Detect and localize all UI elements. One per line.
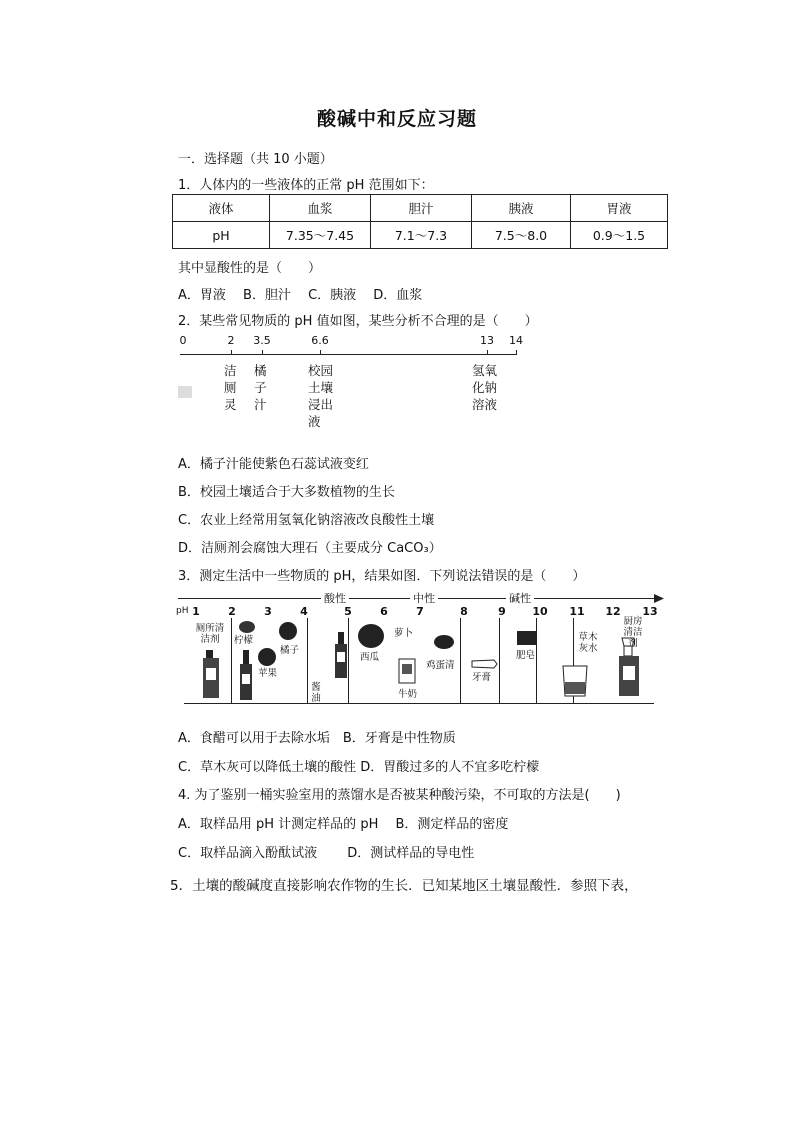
item-label-kitchen-cleaner: 厨房清洁剂 [623, 616, 643, 649]
vinegar-bottle-icon [238, 650, 254, 702]
ph-number: 9 [498, 605, 506, 618]
scale-tick-label: 14 [509, 334, 523, 347]
scale-label-orange-juice: 橘子汁 [254, 363, 267, 412]
scale-tick-label: 3.5 [253, 334, 271, 347]
item-label-toilet-cleaner: 厕所清洁剂 [195, 623, 225, 645]
divider [499, 618, 500, 704]
q5-stem: 5．土壤的酸碱度直接影响农作物的生长．已知某地区土壤显酸性．参照下表， [170, 878, 638, 894]
scale-tick-label: 6.6 [311, 334, 329, 347]
range-label-basic: 碱性 [506, 590, 534, 606]
arrow-head-icon [654, 594, 664, 603]
ph-number: 6 [380, 605, 388, 618]
beaker-icon [560, 662, 590, 698]
ph-number: 4 [300, 605, 308, 618]
scale-tick-mark [262, 350, 263, 355]
ph-number: 8 [460, 605, 468, 618]
q4-stem: 4. 为了鉴别一桶实验室用的蒸馏水是否被某种酸污染，不可取的方法是( ) [178, 788, 621, 803]
table-row [173, 222, 668, 249]
ph-axis-label: pH [176, 606, 189, 616]
ph-number: 5 [344, 605, 352, 618]
range-label-neutral: 中性 [410, 590, 438, 606]
scale-label-toilet-cleaner: 洁厕灵 [224, 363, 237, 412]
q2-option-c: C．农业上经常用氢氧化钠溶液改良酸性土壤 [178, 513, 435, 528]
table-cell: 0.9～1.5 [571, 222, 668, 249]
table-cell: 胰液 [472, 195, 571, 222]
table-cell: 胃液 [571, 195, 668, 222]
table-cell: 7.5～8.0 [472, 222, 571, 249]
soap-icon [516, 630, 538, 646]
section-heading: 一．选择题（共 10 小题） [178, 152, 333, 167]
page-title: 酸碱中和反应习题 [316, 108, 477, 130]
item-label-egg-white: 鸡蛋清 [426, 660, 455, 671]
divider [348, 618, 349, 704]
range-label-acidic: 酸性 [321, 590, 349, 606]
table-cell: 胆汁 [371, 195, 472, 222]
q3-ph-figure [176, 590, 664, 708]
scale-tick-label: 0 [179, 334, 187, 347]
item-label-toothpaste: 牙膏 [472, 672, 492, 683]
scale-label-naoh-solution: 氢氧化钠溶液 [472, 363, 498, 412]
q4-options-cd: C．取样品滴入酚酞试液 D．测试样品的导电性 [178, 846, 475, 861]
ph-number: 2 [228, 605, 236, 618]
item-label-lemon: 柠檬 [234, 635, 254, 646]
apple-icon [256, 646, 278, 666]
divider [231, 618, 232, 704]
scale-label-soil-extract: 校园土壤浸出液 [308, 363, 334, 429]
q1-stem: 1．人体内的一些液体的正常 pH 范围如下： [178, 178, 434, 193]
item-label-orange: 橘子 [280, 645, 300, 656]
item-label-soap: 肥皂 [516, 650, 536, 661]
ph-number: 12 [605, 605, 621, 618]
table-cell: 液体 [173, 195, 270, 222]
q3-options-ab: A．食醋可以用于去除水垢 B．牙膏是中性物质 [178, 731, 456, 746]
q2-option-d: D．洁厕剂会腐蚀大理石（主要成分 CaCO₃） [178, 541, 442, 556]
item-label-plant-ash-water: 草木灰水 [578, 632, 598, 654]
divider [460, 618, 461, 704]
ph-number: 3 [264, 605, 272, 618]
q1-options: A．胃液 B．胆汁 C．胰液 D．血浆 [178, 288, 423, 303]
ph-number: 11 [569, 605, 585, 618]
table-cell: 7.1～7.3 [371, 222, 472, 249]
q1-question: 其中显酸性的是（ ） [178, 261, 322, 276]
scale-tick-label: 13 [480, 334, 494, 347]
q3-stem: 3．测定生活中一些物质的 pH，结果如图．下列说法错误的是（ ） [178, 569, 586, 584]
table-header-row [173, 195, 668, 222]
item-label-soy-sauce: 酱油 [311, 682, 321, 704]
ph-number: 13 [642, 605, 658, 618]
egg-white-icon [432, 634, 456, 650]
watermelon-icon [356, 622, 386, 650]
q3-options-cd: C．草木灰可以降低土壤的酸性 D．胃酸过多的人不宜多吃柠檬 [178, 760, 540, 775]
table-cell: pH [173, 222, 270, 249]
table-cell: 7.35～7.45 [270, 222, 371, 249]
q2-stem: 2．某些常见物质的 pH 值如图，某些分析不合理的是（ ） [178, 314, 538, 329]
q1-ph-table [172, 194, 668, 249]
ph-number: 10 [532, 605, 548, 618]
scale-tick-mark [487, 350, 488, 355]
scan-smudge [178, 386, 192, 398]
item-label-radish: 萝卜 [394, 628, 414, 639]
q2-option-b: B．校园土壤适合于大多数植物的生长 [178, 485, 395, 500]
scale-tick-mark [516, 350, 517, 355]
q2-option-a: A．橘子汁能使紫色石蕊试液变红 [178, 457, 369, 472]
q4-options-ab: A．取样品用 pH 计测定样品的 pH B．测定样品的密度 [178, 817, 509, 832]
figure-baseline [184, 703, 654, 704]
scale-tick-mark [231, 350, 232, 355]
scale-tick-mark [320, 350, 321, 355]
orange-icon [276, 621, 300, 641]
q2-ph-scale-figure [176, 334, 536, 434]
item-label-apple: 苹果 [258, 668, 278, 679]
soy-sauce-bottle-icon [334, 632, 348, 678]
ph-number: 7 [416, 605, 424, 618]
toothpaste-icon [470, 658, 498, 670]
table-cell: 血浆 [270, 195, 371, 222]
ph-number: 1 [192, 605, 200, 618]
milk-carton-icon [398, 658, 416, 684]
item-label-milk: 牛奶 [398, 689, 418, 700]
divider [307, 618, 308, 704]
lemon-icon [238, 620, 256, 634]
cleaner-bottle-icon [200, 650, 222, 702]
item-label-watermelon: 西瓜 [360, 652, 380, 663]
scale-tick-label: 2 [227, 334, 235, 347]
